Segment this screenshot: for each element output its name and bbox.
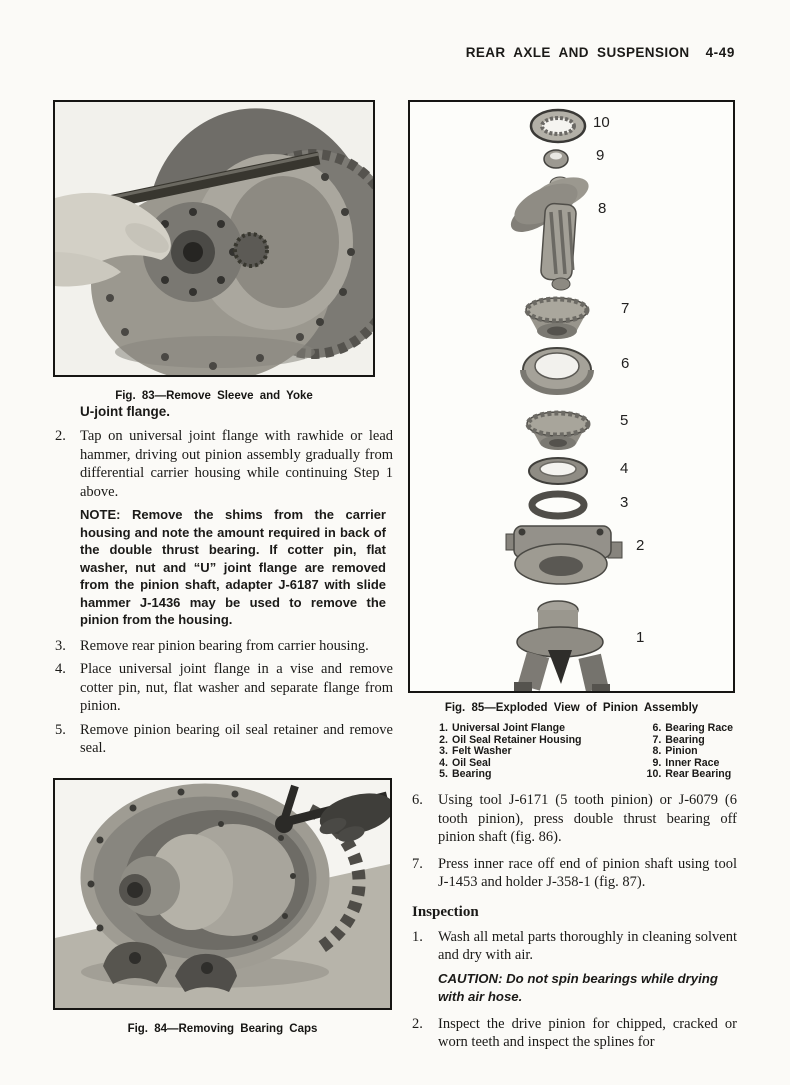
legend-num: 8. <box>652 745 662 758</box>
legend-num: 10. <box>646 768 662 781</box>
page-number: 4-49 <box>705 45 735 60</box>
part-10-rear-bearing <box>531 110 585 142</box>
legend-num: 2. <box>439 733 448 746</box>
caution-block: CAUTION: Do not spin bearings while drying with air hose. <box>438 970 718 1004</box>
fig85-frame <box>408 100 735 693</box>
legend-item <box>643 769 733 781</box>
fig85-callout-9: 9 <box>596 147 605 164</box>
part-4-oil-seal <box>529 458 587 484</box>
step-5 <box>55 721 393 758</box>
fig85-callout-8: 8 <box>598 200 607 217</box>
fig85-callout-5: 5 <box>620 412 629 429</box>
legend-label: Bearing <box>665 733 705 746</box>
step-4 <box>55 660 393 716</box>
step-text: Place universal joint flange in a vise and remove cotter pin, nut, flat washer and separate flange from pinion. <box>80 661 393 714</box>
part-6-bearing-race <box>523 348 591 392</box>
legend-label: Universal Joint Flange <box>452 722 566 734</box>
step-7 <box>412 855 737 892</box>
left-column <box>55 404 393 763</box>
header-title: REAR AXLE AND SUSPENSION <box>465 45 690 60</box>
fig85-callout-4: 4 <box>620 460 629 477</box>
parts-legend <box>430 723 733 781</box>
legend-num: 6. <box>652 722 662 734</box>
step-text: Tap on universal joint flange with rawhide or lead hammer, driving out pinion assembly gradually from differential carrier housing while continuing Step 1 above. <box>80 428 393 500</box>
inspection-step-2 <box>412 1015 737 1052</box>
step-text: Press inner race off end of pinion shaft using tool J-1453 and holder J-358-1 (fig. 87). <box>438 855 737 890</box>
legend-item <box>430 723 582 735</box>
fig85-callout-1: 1 <box>636 629 645 646</box>
legend-label: Bearing Race <box>665 722 733 734</box>
inspection-step-1 <box>412 928 737 965</box>
legend-item <box>430 769 582 781</box>
fig85-callout-10: 10 <box>593 114 610 131</box>
page-header <box>466 45 735 60</box>
fig84-frame <box>53 778 392 1010</box>
fig85-callout-2: 2 <box>636 537 645 554</box>
fig85-caption: Fig. 85—Exploded View of Pinion Assembly <box>444 702 699 714</box>
legend-label: Oil Seal <box>452 756 491 769</box>
step-number: 5. <box>55 721 66 738</box>
legend-num: 9. <box>652 756 662 769</box>
legend-item <box>643 723 733 735</box>
carryover-text: U-joint flange. <box>80 404 170 419</box>
legend-label: Rear Bearing <box>665 768 732 781</box>
legend-label: Inner Race <box>665 756 720 769</box>
fig84-caption: Fig. 84—Removing Bearing Caps <box>127 1023 318 1035</box>
step-number: 1. <box>412 928 423 945</box>
step-text: Using tool J-6171 (5 tooth pinion) or J-6079 (6 tooth pinion), press double thrust bearing off pinion shaft (fig. 86). <box>438 792 737 845</box>
part-9-inner-race <box>544 150 568 168</box>
step-3 <box>55 637 393 656</box>
fig84-photo-removing-bearing-caps <box>55 780 390 1008</box>
legend-num: 7. <box>652 733 662 746</box>
step-number: 3. <box>55 637 66 654</box>
step-text: Remove pinion bearing oil seal retainer and remove seal. <box>80 721 393 756</box>
legend-right-column <box>643 723 733 781</box>
legend-num: 1. <box>439 722 448 734</box>
right-column <box>412 791 737 1057</box>
fig85-callout-7: 7 <box>621 300 630 317</box>
step-number: 2. <box>412 1015 423 1032</box>
step-text: Remove rear pinion bearing from carrier housing. <box>80 637 369 654</box>
step-number: 6. <box>412 792 423 808</box>
fig83-caption: Fig. 83—Remove Sleeve and Yoke <box>115 390 313 402</box>
legend-left-column <box>430 723 582 781</box>
legend-num: 4. <box>439 756 448 769</box>
legend-label: Bearing <box>452 768 492 781</box>
step-number: 7. <box>412 855 423 872</box>
inspection-heading: Inspection <box>412 903 479 920</box>
step-number: 2. <box>55 428 66 444</box>
legend-num: 3. <box>439 745 448 758</box>
step-6 <box>412 791 737 847</box>
step-text: Wash all metal parts thoroughly in cleaning solvent and dry with air. <box>438 928 737 963</box>
legend-label: Pinion <box>665 745 698 758</box>
fig85-callout-3: 3 <box>620 494 629 511</box>
step-number: 4. <box>55 661 66 677</box>
legend-label: Oil Seal Retainer Housing <box>452 733 582 746</box>
fig83-photo-remove-sleeve-and-yoke <box>55 102 373 375</box>
note-block: NOTE: Remove the shims from the carrier housing and note the amount required in back of the double thrust bearing. If cotter pin, flat washer, nut and “U” joint flange are removed from the pinion shaft, adapter J-6187 with slide hammer J-1436 may be used to remove the pinion from the housing. <box>80 507 386 627</box>
legend-num: 5. <box>439 768 448 781</box>
fig85-exploded-pinion-diagram <box>410 102 733 691</box>
fig85-callout-6: 6 <box>621 355 630 372</box>
legend-label: Felt Washer <box>452 745 512 758</box>
step-2 <box>55 427 393 501</box>
step-text: Inspect the drive pinion for chipped, cracked or worn teeth and inspect the splines for <box>438 1015 737 1050</box>
fig83-frame <box>53 100 375 377</box>
